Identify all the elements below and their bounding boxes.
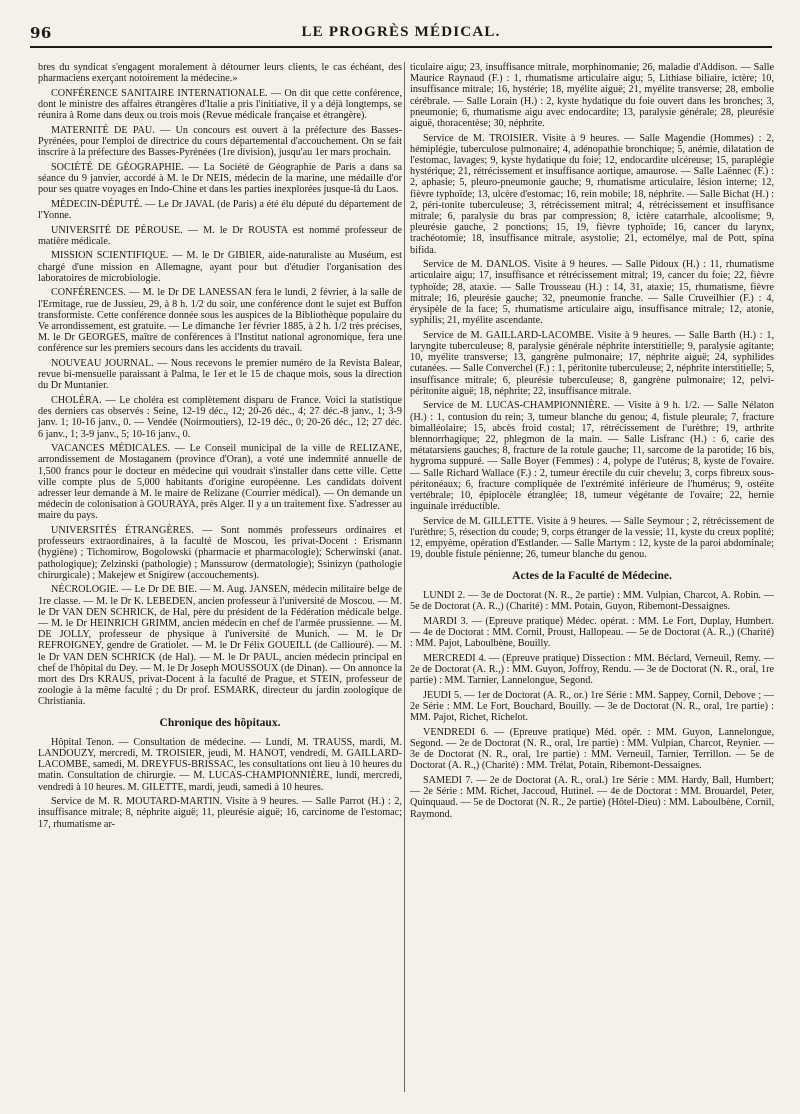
section-heading-actes: Actes de la Faculté de Médecine. — [512, 569, 672, 582]
hospital-entry: Service de M. GAILLARD-LACOMBE. Visite à 9 heures. — Salle Barth (H.) : 1, laryngite tuberculeuse; 8, paralysie générale néphrite interstitielle; 9, paralysie agitante; 10, myélite transverse; 13, gangrène pulmonaire; 17, néphrite aiguë; 24, syphilides cutanées. — Salle Converchel (F.) : 1, péritonite tuberculeuse; 2, néphrite interstitielle; 5, insuffisance mitrale; 6, pleurésie tuberculeuse; 8, gangrène pulmonaire; 12, pelvi-péritonite aiguë; 18, néphrite; 22, insuffisance mitrale. — [410, 329, 774, 397]
section-heading-chronique: Chronique des hôpitaux. — [159, 716, 281, 729]
hospital-entry: Service de M. TROISIER. Visite à 9 heures. — Salle Magendie (Hommes) : 2, hémiplégie, tuberculose pulmonaire; 4, adénopathie bronchique; 5, anémie, dilatation de l'estomac, lavages; 9, kyste hydatique du foie; 12, endocardite ulcéreuse; 15, paraplégie hystérique; 21, rétrécissement et insuffisance aortique, amaurose. — Salle Laënnec (F.) : 2, aphasie; 5, pleuro-pneumonie gauche; 9, rhumatisme articulaire, lésion interne; 12, fièvre typhoïde; 13, ulcère d'estomac; 16, rein mobile; 18, néphrite. — Salle Bichat (H.) : 2, péri-tonite tuberculeuse; 3, rétrécissement mitral; 4, rétrécissement et insuffisance mitrale; 6, paralysie du bras par compression; 8, ictère catarrhale, alcoolisme; 9, pleurésie gauche, 2 ponctions; 15, 19, fièvre typhoïde; 16, cancer du larynx, trachéotomie; 18, insuffisance mitrale, asystolie; 21, ectomélye, mal de Pott, spina bifida. — [410, 132, 774, 256]
hospital-entry: Hôpital Tenon. — Consultation de médecine. — Lundi, M. TRAUSS, mardi, M. LANDOUZY, mercredi, M. TROISIER, jeudi, M. HANOT, vendredi, M. GAILLARD-LACOMBE, samedi, M. DREYFUS-BRISSAC, les consultations ont lieu à 10 heures du matin. Consultation de chirurgie. — M. LUCAS-CHAMPIONNIÈRE, lundi, mercredi, vendredi à 10 heures. M. GILETTE, mardi, jeudi, samedi à 10 heures. — [38, 736, 402, 793]
hospital-entry: Service de M. R. MOUTARD-MARTIN. Visite à 9 heures. — Salle Parrot (H.) : 2, insuffisance mitrale; 8, néphrite aiguë; 11, pleurésie aiguë; 16, carcinome de l'estomac; 17, rhumatisme ar- — [38, 796, 402, 830]
exam-entry: VENDREDI 6. — (Epreuve pratique) Méd. opér. : MM. Guyon, Lannelongue, Segond. — 2e de Doctorat (N. R., oral, 1re partie) : MM. Vulpian, Charcot, Reynier. — 3e de Doctorat (N. R., oral, 1re partie) : MM. Verneuil, Tarnier, Terrillon. — 5e de Doctorat (A. R.,) (Charité) : MM. Trélat, Potain, Ribemont-Dessaignes. — [410, 726, 774, 772]
page-number: 96 — [30, 24, 52, 42]
news-item: CHOLÉRA. — Le choléra est complètement disparu de France. Voici la statistique des derniers cas observés : Seine, 12-19 déc., 12; 20-26 déc., 4; 27 déc.-8 janv., 1; 3-9 janv. 1; 10-16 janv., 0. — Vendée (Noirmoutiers), 12-19 déc., 0; 20-26 déc., 12; 27 déc. 6 janv., 1; 3-9 janv., 5; 10-16 janv., 0. — [38, 395, 402, 440]
left-column — [38, 62, 402, 833]
page-header — [30, 22, 772, 46]
exam-entry: LUNDI 2. — 3e de Doctorat (N. R., 2e partie) : MM. Vulpian, Charcot, A. Robin. — 5e de Doctorat (A. R.,) (Charité) : MM. Potain, Guyon, Ribemont-Dessaignes. — [410, 589, 774, 613]
news-item: SOCIÉTÉ DE GÉOGRAPHIE. — La Société de Géographie de Paris a dans sa séance du 9 janvier, accordé à M. le Dr NEIS, médecin de la marine, une médaille d'or pour ses quatre voyages en Indo-Chine et dans les parties inexplorées jusque-là du Laos. — [38, 161, 402, 196]
news-item: VACANCES MÉDICALES. — Le Conseil municipal de la ville de RELIZANE, arrondissement de Mostaganem (province d'Oran), a voté une indemnité annuelle de 1,500 francs pour le docteur en médecine qui voudrait s'installer dans cette ville. Cette ville compte plus de 5,000 habitants d'origine européenne. Les candidats doivent adresser leur demande à M. le maire de Relizane (Courrier médical). — On demande un médecin de colonisation à GOURAYA, près Alger. Il y a un traitement fixe. S'adresser au maire du pays. — [38, 443, 402, 522]
right-column — [410, 62, 774, 823]
exam-entry: SAMEDI 7. — 2e de Doctorat (A. R., oral.) 1re Série : MM. Hardy, Ball, Humbert; — 2e Série : MM. Richet, Jaccoud, Hutinel. — 4e de Doctorat : MM. Brouardel, Peter, Quinquaud. — 5e de Doctorat (N. R., 2e partie) (Hôtel-Dieu) : MM. Laboulbène, Cornil, Raymond. — [410, 774, 774, 820]
exam-entry: MERCREDI 4. — (Epreuve pratique) Dissection : MM. Béclard, Verneuil, Remy. — 2e de Doctorat (A. R.,) : MM. Guyon, Joffroy, Rendu. — 3e de Doctorat (N. R., oral, 1re partie) : MM. Tarnier, Lannelongue, Segond. — [410, 652, 774, 687]
hospital-entry: Service de M. LUCAS-CHAMPIONNIÈRE. — Visite à 9 h. 1/2. — Salle Nélaton (H.) : 1, contusion du rein; 3, tumeur blanche du genou; 4, fistule pleurale; 7, fracture bimalléolaire; 15, abcès froid costal; 17, rétrécissement de l'urèthre; 19, arthrite blennorrhagique; 22, phlegmon de la main. — Salle Lisfranc (H.) : 6, carie des métatarsiens gauches; 8, fracture de la rotule gauche; 11, sarcome de la parotide; 16 bis, hygroma suppuré. — Salle Boyer (Femmes) : 4, polype de l'utérus; 8, kyste de l'ovaire. — Salle Richard Wallace (F.) : 2, tumeur érectile du cuir chevelu; 3, corps fibreux sous-péritonéaux; 6, fracture compliquée de l'extrémité inférieure de l'humérus; 9, ostéite vertébrale; 10, épiplocèle étranglée; 18, tumeur végétante de l'ovaire; 22, hernie inguinale irréductible. — [410, 400, 774, 513]
news-item: UNIVERSITÉ DE PÉROUSE. — M. le Dr ROUSTA est nommé professeur de matière médicale. — [38, 224, 402, 247]
news-item: CONFÉRENCE SANITAIRE INTERNATIONALE. — On dit que cette conférence, dont le ministre des affaires étrangères d'Italie a pris l'initiative, il y a déjà longtemps, se réunira à Rome dans deux ou trois mois (Revue médicale française et étrangère). — [38, 87, 402, 122]
hospital-entry: ticulaire aigu; 23, insuffisance mitrale, morphinomanie; 26, maladie d'Addison. — Salle Maurice Raynaud (F.) : 1, rhumatisme articulaire aigu; 5, Lithiase biliaire, ictère; 10, insuffisance mitrale; 16, hystérie; 18, myélite aiguë; 21, myélite transverse; 28, embolie cérébrale. — Salle Lorain (H.) : 2, kyste hydatique du foie ouvert dans les bronches; 3, pneumonie; 6, rhumatisme aigu avec endocardite; 13, paralysie générale; 28, pleurésie aiguë, thoracentèse; 30, néphrite. — [410, 62, 774, 130]
hospital-entry: Service de M. GILLETTE. Visite à 9 heures. — Salle Seymour ; 2, rétrécissement de l'urèthre; 5, résection du coude; 9, corps étranger de la vessie; 11, kyste du creux poplité; 12, empyème, opération d'Estlander. — Salle Martym : 12, kyste de la paroi abdominale; 19, double fistule pénienne; 26, tumeur blanche du genou. — [410, 515, 774, 561]
column-divider — [404, 62, 405, 1092]
journal-title: LE PROGRÈS MÉDICAL. — [301, 24, 501, 40]
news-item: MATERNITÉ DE PAU. — Un concours est ouvert à la préfecture des Basses-Pyrénées, pour l'emploi de directrice du cours départemental d'accouchement. On se fait inscrire à la préfecture des Basses-Pyrénées (1re division), jusqu'au 1er mars prochain. — [38, 124, 402, 159]
news-item: UNIVERSITÉS ÉTRANGÈRES. — Sont nommés professeurs ordinaires et professeurs extraordinaires, à la faculté de Moscou, les privat-Docent : Erismann (hygiène) ; Tichomirow, Bogolowski (pharmacie et pharmacologie); Scherwinski (anat. pathologique); Zelzinski (pathologie) ; Manssurow (dermatologie); Ssinizyn (pathologie chirurgicale) ; Makejew et Snigirew (accouchements). — [38, 525, 402, 581]
exam-entry: MARDI 3. — (Epreuve pratique) Médec. opérat. : MM. Le Fort, Duplay, Humbert. — 4e de Doctorat : MM. Cornil, Proust, Hallopeau. — 5e de Doctorat (A. R.,) (Charité) : MM. Pajot, Laboulbène, Bouilly. — [410, 615, 774, 650]
news-item: bres du syndicat s'engagent moralement à détourner leurs clients, le cas échéant, des pharmaciens exerçant notoirement la médecine.» — [38, 62, 402, 85]
news-item: NOUVEAU JOURNAL. — Nous recevons le premier numéro de la Revista Balear, revue bi-mensuelle paraissant à Palma, le 1er et le 15 de chaque mois, sous la direction du Dr Muntanier. — [38, 358, 402, 392]
header-rule — [30, 46, 772, 48]
exam-entry: JEUDI 5. — 1er de Doctorat (A. R., or.) 1re Série : MM. Sappey, Cornil, Debove ; — 2e Série : MM. Le Fort, Bouchard, Bouilly. — 3e de Doctorat (N. R., oral, 1re partie) : MM. Pajot, Richet, Richelot. — [410, 689, 774, 724]
news-item: MISSION SCIENTIFIQUE. — M. le Dr GIBIER, aide-naturaliste au Muséum, est chargé d'une mission en Allemagne, ayant pour but d'étudier l'organisation des laboratoires de microbiologie. — [38, 250, 402, 284]
news-item: NÉCROLOGIE. — Le Dr DE BIE. — M. Aug. JANSEN, médecin militaire belge de 1re classe. — M. le Dr K. LEBEDEN, ancien professeur à l'université de Moscou. — M. le Dr VAN DEN SCHRICK, de Hal, père du président de la Fédération médicale belge. — M. le Dr HEINRICH GRIMM, ancien médecin en chef de l'armée prussienne. — M. DE JOLLY, professeur de physique à l'université de Munich. — M. le Dr REFROIGNEY, gendre de Gratiolet. — M. le Dr Félix GOUEILL (de Calliouré). — M. le Dr VAN DEN SCHRICK (de Hal). — M. le Dr PAUL, ancien médecin principal en chef de l'hôpital du Dey. — M. le Dr Joseph MOUSSOUX (de Dinan). — On annonce la mort des Drs KRAUS, privat-Docent à la faculté de Prague, et STEIN, professeur de zoologie à la même faculté ; du Dr prof. ESMARK, directeur du jardin zoologique de Christiania. — [38, 584, 402, 708]
news-item: MÉDECIN-DÉPUTÉ. — Le Dr JAVAL (de Paris) a été élu député du département de l'Yonne. — [38, 198, 402, 221]
hospital-entry: Service de M. DANLOS. Visite à 9 heures. — Salle Pidoux (H.) : 11, rhumatisme articulaire aigu; 17, insuffisance et rétrécissement mitral; 19, cancer du foie; 22, fièvre typhoïde; 28, ataxie. — Salle Trousseau (H.) : 14, 31, ataxie; 15, rhumatisme, fièvre mitrale; 16, pleurésie gauche; 32, pneumonie franche. — Salle Cruveilhier (F.) : 4, érysipèle de la face; 5, rhumatisme articulaire aigu, insuffisance mitrale; 12, atonie, syphilis; 21, myélite ascendante. — [410, 259, 774, 327]
news-item: CONFÉRENCES. — M. le Dr DE LANESSAN fera le lundi, 2 février, à la salle de l'Ermitage, rue de Jussieu, 29, à 8 h. 1/2 du soir, une conférence dont le sujet est Buffon transformiste. Cette conférence donnée sous les auspices de la Bibliothèque populaire du Ve arrondissement, est gratuite. — Le dimanche 1er février 1885, à 2 h. 1/2 très précises, M. le Dr GEORGES, maître de conférences à l'Institut national agronomique, fera une conférence sur les premiers secours dans les accidents du travail. — [38, 287, 402, 355]
